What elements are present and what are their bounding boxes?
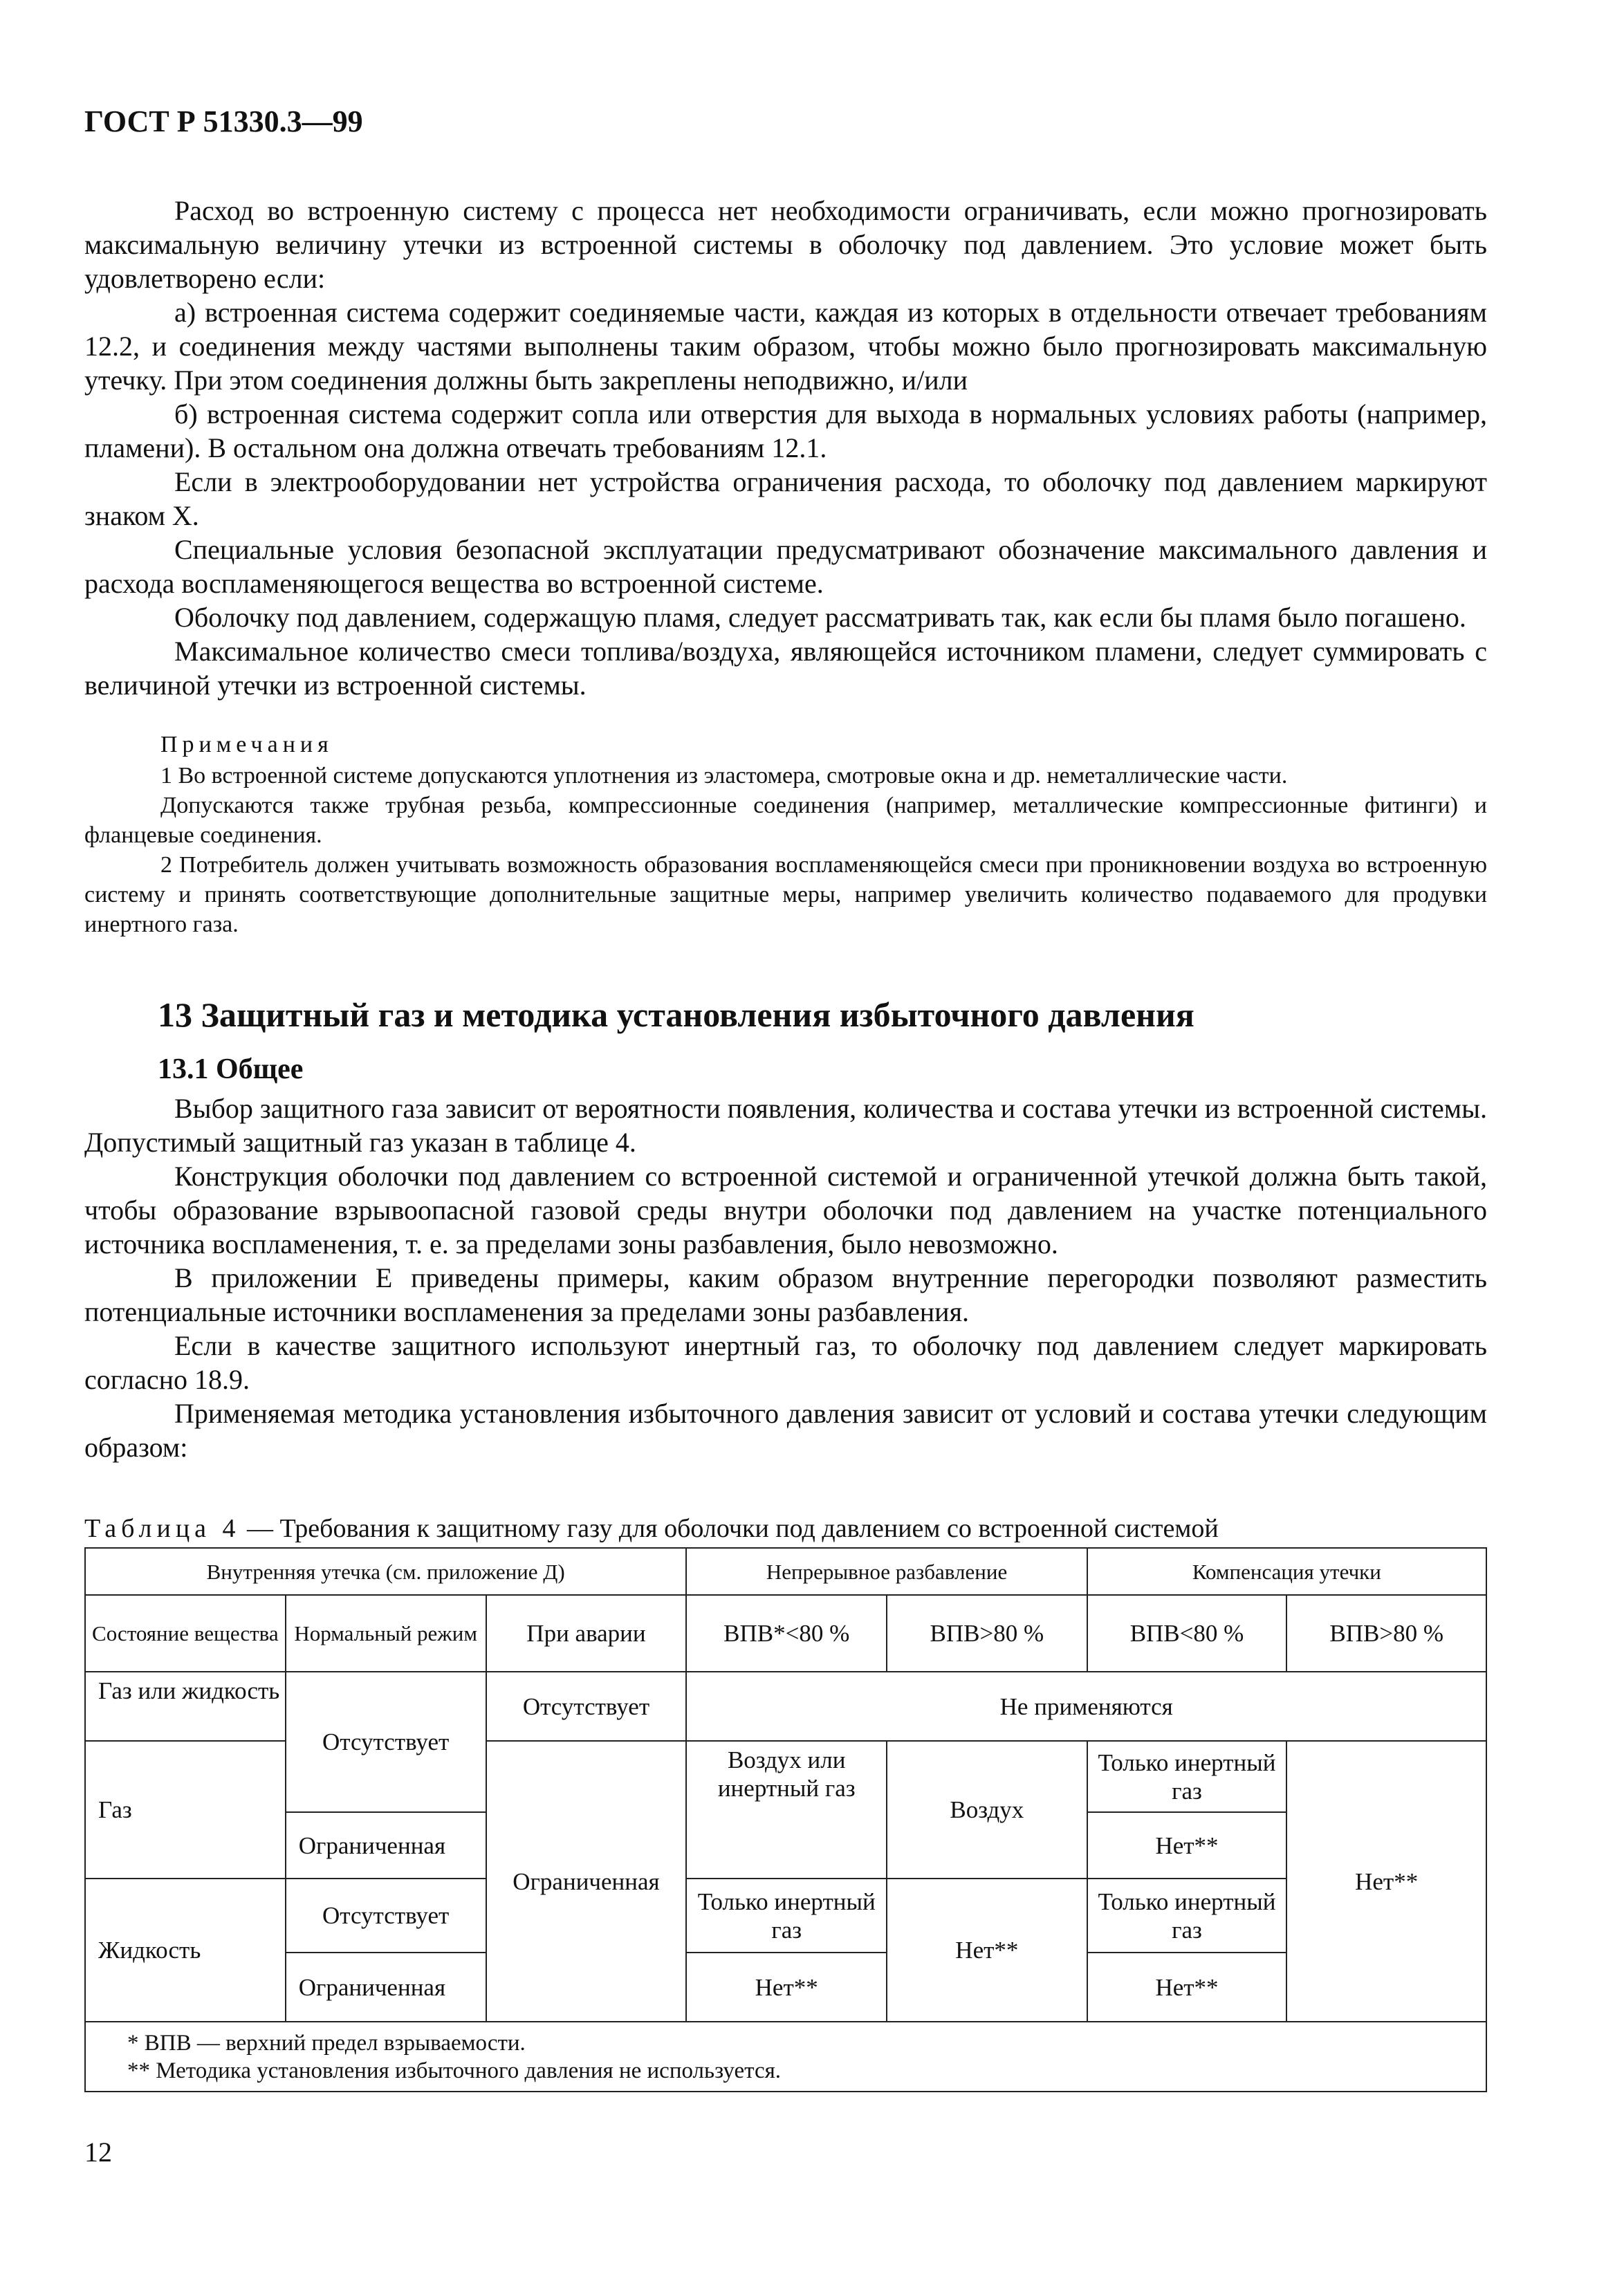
cell-only-inert: Только инертный газ (1087, 1879, 1287, 1953)
header-lel-gt80: ВПВ>80 % (887, 1595, 1087, 1672)
table-caption-text: — Требования к защитному газу для оболочки под давлением со встроенной системой (240, 1514, 1219, 1543)
header-leak-compensation: Компенсация утечки (1087, 1548, 1486, 1595)
header-emergency: При аварии (486, 1595, 687, 1672)
cell-no: Нет** (1286, 1741, 1486, 2022)
table-caption (84, 1513, 1219, 1544)
paragraph: Если в электрооборудовании нет устройства ограничения расхода, то оболочку под давлением маркируют знаком X. (84, 466, 1487, 531)
cell-no: Нет** (887, 1879, 1087, 2022)
cell-liquid: Жидкость (85, 1879, 286, 2022)
notes-block (84, 730, 1487, 939)
cell-no: Нет** (1087, 1812, 1287, 1879)
table-caption-label: Таблица 4 (84, 1514, 241, 1543)
cell-normal-absent: Отсутствует (286, 1879, 486, 1953)
section-body-text (84, 1091, 1487, 1464)
header-internal-leak: Внутренняя утечка (см. приложение Д) (85, 1548, 686, 1595)
paragraph: Оболочку под давлением, содержащую пламя, следует рассматривать так, как если бы пламя было погашено. (174, 602, 1466, 633)
table-4 (84, 1547, 1487, 2092)
cell-air: Воздух (887, 1741, 1087, 1879)
page-number: 12 (84, 2137, 112, 2168)
header-normal-mode: Нормальный режим (286, 1595, 486, 1672)
document-header: ГОСТ Р 51330.3—99 (84, 104, 363, 138)
note-item: Допускаются также трубная резьба, компрессионные соединения (например, металлические компрессионные фитинги) и фланцевые соединения. (84, 793, 1487, 848)
paragraph: Максимальное количество смеси топлива/воздуха, являющейся источником пламени, следует суммировать с величиной утечки из встроенной системы. (84, 636, 1487, 701)
body-text (84, 194, 1487, 702)
footnote-method: ** Методика установления избыточного давления не используется. (127, 2058, 782, 2083)
cell-gas-or-liquid: Газ или жидкость (85, 1672, 286, 1742)
paragraph: Конструкция оболочки под давлением со встроенной системой и ограниченной утечкой должна быть такой, чтобы образование взрывоопасной газовой среды внутри оболочки под давлением на участке потенциального источника воспламенения, т. е. за пределами зоны разбавления, было невозможно. (84, 1161, 1487, 1260)
cell-not-applicable: Не применяются (686, 1672, 1486, 1742)
note-item: 1 Во встроенной системе допускаются уплотнения из эластомера, смотровые окна и др. неметаллические части. (160, 763, 1288, 788)
footnote-lel: * ВПВ — верхний предел взрываемости. (127, 2030, 526, 2056)
paragraph: Расход во встроенную систему с процесса нет необходимости ограничивать, если можно прогнозировать максимальную величину утечки из встроенной системы в оболочку под давлением. Это условие может быть удовлетворено если: (84, 195, 1487, 294)
cell-gas: Газ (85, 1741, 286, 1879)
cell-normal-limited: Ограниченная (286, 1812, 486, 1879)
section-13-1-heading: 13.1 Общее (158, 1053, 304, 1085)
note-item: 2 Потребитель должен учитывать возможность образования воспламеняющейся смеси при проникновении воздуха во встроенную систему и принять соответствующие дополнительные защитные меры, например увеличить количество подаваемого для продувки инертного газа. (84, 852, 1487, 937)
header-continuous-dilution: Непрерывное разбавление (686, 1548, 1087, 1595)
paragraph: Применяемая методика установления избыточного давления зависит от условий и состава утечки следующим образом: (84, 1398, 1487, 1463)
cell-normal-absent: Отсутствует (286, 1672, 486, 1812)
header-lel-gt80: ВПВ>80 % (1286, 1595, 1486, 1672)
header-substance-state: Состояние вещества (85, 1595, 286, 1672)
paragraph: б) встроенная система содержит сопла или отверстия для выхода в нормальных условиях работы (например, пламени). В остальном она должна отвечать требованиям 12.1. (84, 398, 1487, 463)
cell-no: Нет** (1087, 1953, 1287, 2022)
paragraph: Если в качестве защитного используют инертный газ, то оболочку под давлением следует маркировать согласно 18.9. (84, 1330, 1487, 1395)
paragraph: а) встроенная система содержит соединяемые части, каждая из которых в отдельности отвечает требованиям 12.2, и соединения между частями выполнены таким образом, чтобы можно было прогнозировать максимальную утечку. При этом соединения должны быть закреплены неподвижно, и/или (84, 297, 1487, 396)
cell-only-inert: Только инертный газ (1087, 1741, 1287, 1812)
notes-title: Примечания (160, 732, 333, 757)
cell-only-inert: Только инертный газ (686, 1879, 887, 1953)
cell-no: Нет** (686, 1953, 887, 2022)
cell-emergency-absent: Отсутствует (486, 1672, 687, 1742)
header-lel-lt80-star: ВПВ*<80 % (686, 1595, 887, 1672)
table-footnotes (85, 2022, 1486, 2092)
cell-normal-limited: Ограниченная (286, 1953, 486, 2022)
section-13-heading: 13 Защитный газ и методика установления избыточного давления (158, 995, 1194, 1034)
paragraph: Специальные условия безопасной эксплуатации предусматривают обозначение максимального давления и расхода воспламеняющегося вещества во встроенной системе. (84, 534, 1487, 599)
cell-emergency-limited: Ограниченная (486, 1741, 687, 2022)
paragraph: Выбор защитного газа зависит от вероятности появления, количества и состава утечки из встроенной системы. Допустимый защитный газ указан в таблице 4. (84, 1093, 1487, 1158)
cell-air-or-inert: Воздух или инертный газ (686, 1741, 887, 1879)
paragraph: В приложении Е приведены примеры, каким образом внутренние перегородки позволяют разместить потенциальные источники воспламенения за пределами зоны разбавления. (84, 1262, 1487, 1327)
header-lel-lt80: ВПВ<80 % (1087, 1595, 1287, 1672)
